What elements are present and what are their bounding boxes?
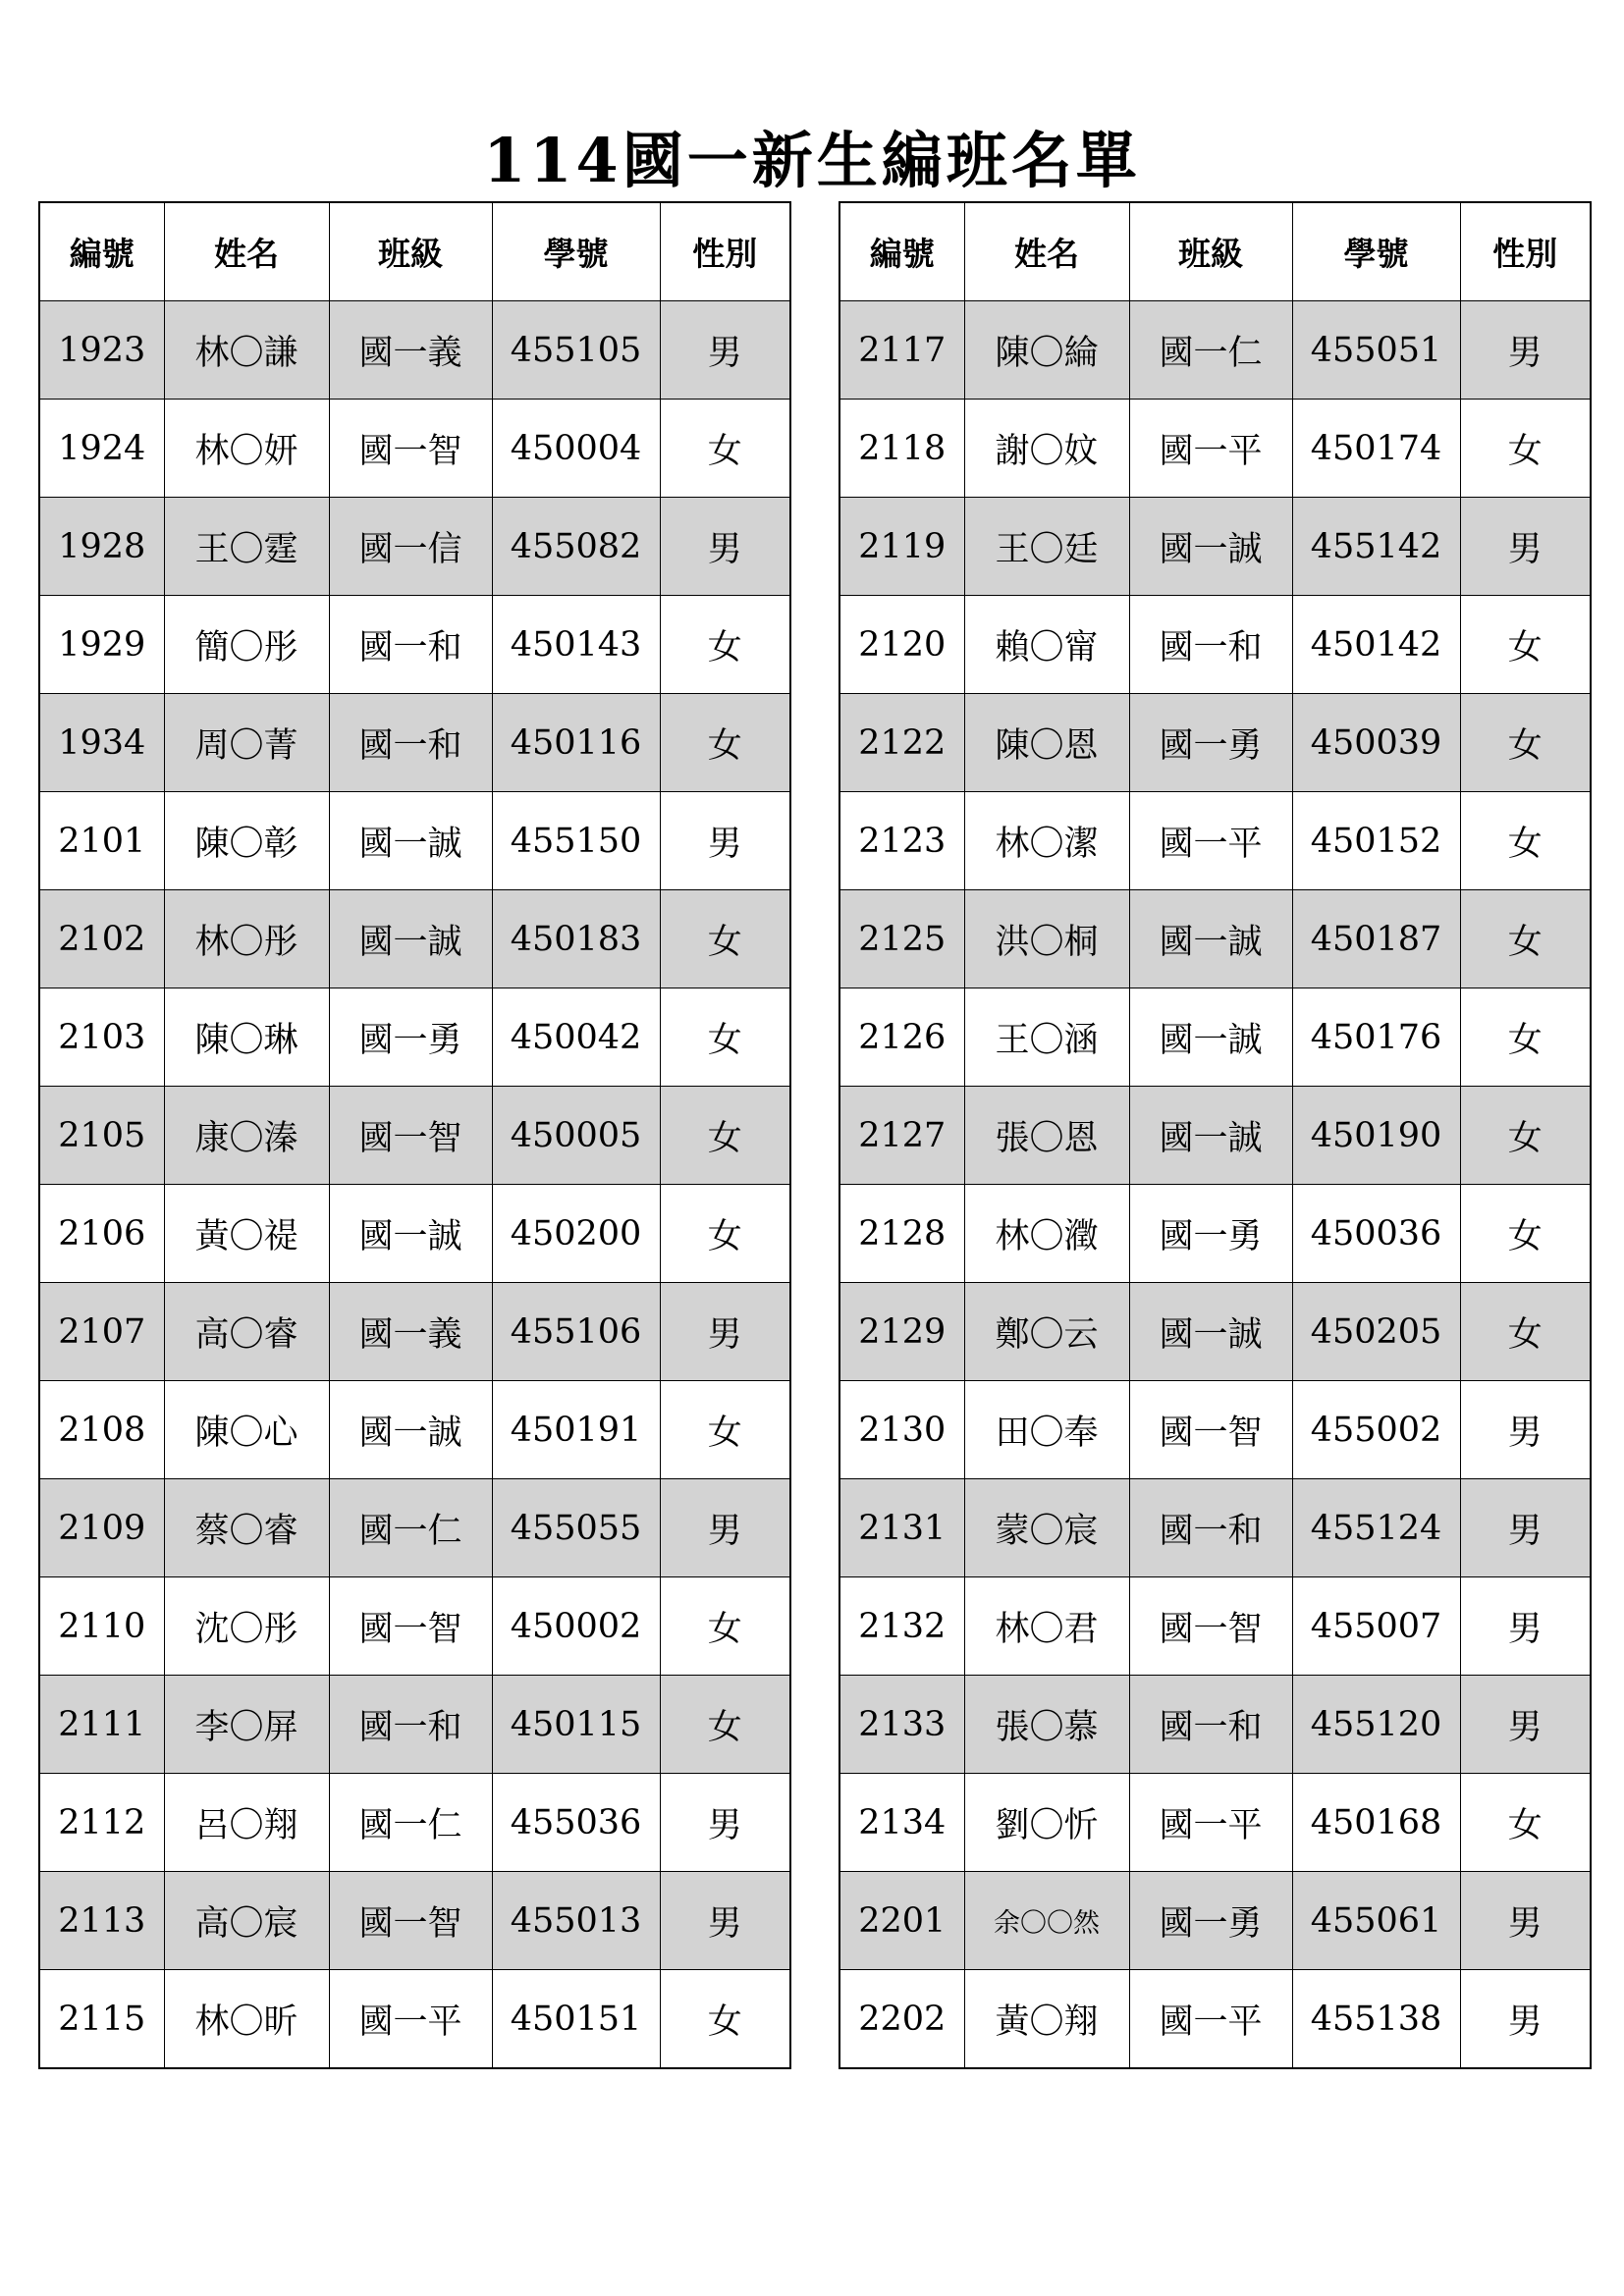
cell-student-id: 455036: [492, 1774, 660, 1872]
cell-name: 林〇瀓: [964, 1185, 1129, 1283]
cell-student-id: 455007: [1292, 1577, 1460, 1676]
cell-class: 國一和: [1129, 596, 1292, 694]
table-row: [39, 1676, 790, 1774]
cell-number: 1924: [39, 400, 164, 498]
cell-number: 2128: [839, 1185, 964, 1283]
cell-number: 2130: [839, 1381, 964, 1479]
table-row: [839, 694, 1591, 792]
cell-gender: 女: [660, 890, 790, 988]
table-row: [839, 301, 1591, 400]
cell-student-id: 450174: [1292, 400, 1460, 498]
cell-student-id: 450152: [1292, 792, 1460, 890]
cell-student-id: 450205: [1292, 1283, 1460, 1381]
column-header-class: 班級: [329, 202, 492, 301]
table-row: [839, 1774, 1591, 1872]
cell-name: 余〇〇然: [964, 1872, 1129, 1970]
cell-class: 國一智: [1129, 1577, 1292, 1676]
cell-gender: 女: [1460, 1283, 1591, 1381]
table-row: [839, 400, 1591, 498]
cell-gender: 女: [1460, 988, 1591, 1087]
table-row: [839, 890, 1591, 988]
cell-student-id: 455055: [492, 1479, 660, 1577]
cell-number: 1934: [39, 694, 164, 792]
cell-student-id: 450002: [492, 1577, 660, 1676]
cell-name: 黃〇翔: [964, 1970, 1129, 2069]
cell-class: 國一智: [329, 1872, 492, 1970]
cell-number: 2131: [839, 1479, 964, 1577]
cell-number: 2112: [39, 1774, 164, 1872]
cell-student-id: 455142: [1292, 498, 1460, 596]
cell-number: 2134: [839, 1774, 964, 1872]
cell-name: 呂〇翔: [164, 1774, 329, 1872]
cell-name: 王〇廷: [964, 498, 1129, 596]
cell-name: 高〇宸: [164, 1872, 329, 1970]
cell-student-id: 450187: [1292, 890, 1460, 988]
cell-name: 林〇昕: [164, 1970, 329, 2069]
cell-class: 國一仁: [329, 1479, 492, 1577]
cell-name: 林〇妍: [164, 400, 329, 498]
cell-gender: 女: [660, 400, 790, 498]
cell-number: 2106: [39, 1185, 164, 1283]
cell-number: 2117: [839, 301, 964, 400]
cell-class: 國一平: [329, 1970, 492, 2069]
cell-number: 2119: [839, 498, 964, 596]
cell-number: 2122: [839, 694, 964, 792]
cell-gender: 女: [1460, 1087, 1591, 1185]
cell-gender: 女: [660, 1185, 790, 1283]
cell-name: 李〇屏: [164, 1676, 329, 1774]
cell-gender: 男: [660, 1774, 790, 1872]
cell-gender: 男: [1460, 1577, 1591, 1676]
cell-gender: 女: [1460, 1774, 1591, 1872]
cell-class: 國一誠: [1129, 988, 1292, 1087]
cell-number: 2105: [39, 1087, 164, 1185]
cell-student-id: 455051: [1292, 301, 1460, 400]
header-row: [39, 202, 790, 301]
roster-body-left: [39, 301, 790, 2069]
table-row: [839, 1872, 1591, 1970]
cell-student-id: 450142: [1292, 596, 1460, 694]
cell-student-id: 450143: [492, 596, 660, 694]
cell-student-id: 450183: [492, 890, 660, 988]
cell-class: 國一和: [329, 596, 492, 694]
table-row: [39, 596, 790, 694]
cell-student-id: 455061: [1292, 1872, 1460, 1970]
cell-name: 王〇涵: [964, 988, 1129, 1087]
table-row: [39, 1185, 790, 1283]
cell-number: 2133: [839, 1676, 964, 1774]
cell-gender: 女: [660, 694, 790, 792]
cell-number: 2115: [39, 1970, 164, 2069]
cell-class: 國一平: [1129, 1970, 1292, 2069]
cell-student-id: 455106: [492, 1283, 660, 1381]
table-row: [39, 988, 790, 1087]
cell-number: 2129: [839, 1283, 964, 1381]
table-row: [839, 1087, 1591, 1185]
cell-name: 王〇霆: [164, 498, 329, 596]
cell-number: 2125: [839, 890, 964, 988]
cell-name: 賴〇甯: [964, 596, 1129, 694]
cell-student-id: 450115: [492, 1676, 660, 1774]
table-row: [39, 1479, 790, 1577]
cell-number: 1923: [39, 301, 164, 400]
cell-name: 鄭〇云: [964, 1283, 1129, 1381]
cell-class: 國一誠: [1129, 1087, 1292, 1185]
cell-gender: 女: [660, 1577, 790, 1676]
cell-name: 陳〇彰: [164, 792, 329, 890]
cell-class: 國一誠: [1129, 1283, 1292, 1381]
cell-gender: 女: [660, 1381, 790, 1479]
cell-class: 國一義: [329, 301, 492, 400]
cell-student-id: 450190: [1292, 1087, 1460, 1185]
cell-name: 張〇恩: [964, 1087, 1129, 1185]
cell-class: 國一誠: [1129, 498, 1292, 596]
cell-number: 2132: [839, 1577, 964, 1676]
column-header-class: 班級: [1129, 202, 1292, 301]
cell-class: 國一智: [329, 1087, 492, 1185]
cell-gender: 男: [1460, 1872, 1591, 1970]
table-row: [39, 694, 790, 792]
cell-student-id: 450200: [492, 1185, 660, 1283]
table-row: [39, 301, 790, 400]
cell-class: 國一誠: [329, 1381, 492, 1479]
column-header-name: 姓名: [164, 202, 329, 301]
table-row: [839, 988, 1591, 1087]
cell-number: 2110: [39, 1577, 164, 1676]
table-row: [839, 596, 1591, 694]
cell-student-id: 455013: [492, 1872, 660, 1970]
cell-name: 謝〇妏: [964, 400, 1129, 498]
column-header-student-id: 學號: [1292, 202, 1460, 301]
cell-number: 1929: [39, 596, 164, 694]
cell-name: 劉〇忻: [964, 1774, 1129, 1872]
cell-gender: 男: [1460, 1479, 1591, 1577]
cell-student-id: 455150: [492, 792, 660, 890]
cell-class: 國一和: [1129, 1479, 1292, 1577]
cell-class: 國一勇: [1129, 694, 1292, 792]
cell-student-id: 450151: [492, 1970, 660, 2069]
cell-gender: 男: [1460, 1381, 1591, 1479]
cell-number: 2103: [39, 988, 164, 1087]
cell-student-id: 450168: [1292, 1774, 1460, 1872]
cell-class: 國一智: [1129, 1381, 1292, 1479]
table-row: [839, 498, 1591, 596]
cell-number: 2127: [839, 1087, 964, 1185]
cell-gender: 男: [660, 498, 790, 596]
page-title: 114國一新生編班名單: [483, 125, 1141, 196]
cell-class: 國一智: [329, 1577, 492, 1676]
table-row: [39, 890, 790, 988]
cell-class: 國一信: [329, 498, 492, 596]
cell-name: 黃〇禔: [164, 1185, 329, 1283]
cell-class: 國一和: [329, 1676, 492, 1774]
cell-student-id: 450191: [492, 1381, 660, 1479]
roster-body-right: [839, 301, 1591, 2069]
cell-gender: 男: [1460, 1676, 1591, 1774]
cell-name: 林〇彤: [164, 890, 329, 988]
roster-table-right: [839, 201, 1592, 2069]
table-row: [839, 1185, 1591, 1283]
table-row: [39, 1872, 790, 1970]
cell-number: 2109: [39, 1479, 164, 1577]
cell-number: 2123: [839, 792, 964, 890]
header-row: [839, 202, 1591, 301]
cell-class: 國一智: [329, 400, 492, 498]
cell-student-id: 455002: [1292, 1381, 1460, 1479]
cell-number: 2107: [39, 1283, 164, 1381]
cell-name: 陳〇恩: [964, 694, 1129, 792]
table-row: [839, 1479, 1591, 1577]
column-header-student-id: 學號: [492, 202, 660, 301]
cell-student-id: 455082: [492, 498, 660, 596]
column-header-gender: 性別: [1460, 202, 1591, 301]
cell-gender: 女: [660, 596, 790, 694]
table-row: [39, 1577, 790, 1676]
table-row: [39, 498, 790, 596]
cell-name: 簡〇彤: [164, 596, 329, 694]
cell-gender: 女: [660, 1676, 790, 1774]
cell-number: 2108: [39, 1381, 164, 1479]
cell-gender: 男: [1460, 301, 1591, 400]
cell-name: 陳〇琳: [164, 988, 329, 1087]
cell-class: 國一勇: [1129, 1872, 1292, 1970]
cell-name: 高〇睿: [164, 1283, 329, 1381]
table-row: [39, 792, 790, 890]
cell-class: 國一和: [329, 694, 492, 792]
cell-gender: 男: [1460, 498, 1591, 596]
cell-student-id: 450042: [492, 988, 660, 1087]
cell-student-id: 450116: [492, 694, 660, 792]
cell-student-id: 450176: [1292, 988, 1460, 1087]
table-row: [839, 1381, 1591, 1479]
cell-name: 洪〇桐: [964, 890, 1129, 988]
cell-class: 國一誠: [329, 1185, 492, 1283]
cell-name: 陳〇綸: [964, 301, 1129, 400]
cell-class: 國一誠: [329, 792, 492, 890]
cell-gender: 女: [1460, 400, 1591, 498]
cell-name: 陳〇心: [164, 1381, 329, 1479]
cell-gender: 男: [660, 1283, 790, 1381]
cell-number: 1928: [39, 498, 164, 596]
cell-number: 2201: [839, 1872, 964, 1970]
cell-gender: 男: [660, 301, 790, 400]
cell-gender: 女: [1460, 694, 1591, 792]
cell-class: 國一勇: [1129, 1185, 1292, 1283]
cell-class: 國一和: [1129, 1676, 1292, 1774]
cell-name: 林〇潔: [964, 792, 1129, 890]
cell-student-id: 450036: [1292, 1185, 1460, 1283]
cell-student-id: 455124: [1292, 1479, 1460, 1577]
cell-number: 2113: [39, 1872, 164, 1970]
cell-class: 國一仁: [1129, 301, 1292, 400]
cell-number: 2101: [39, 792, 164, 890]
cell-student-id: 450004: [492, 400, 660, 498]
cell-student-id: 450039: [1292, 694, 1460, 792]
cell-number: 2102: [39, 890, 164, 988]
cell-gender: 女: [660, 988, 790, 1087]
column-header-number: 編號: [39, 202, 164, 301]
cell-number: 2118: [839, 400, 964, 498]
table-row: [39, 1087, 790, 1185]
cell-gender: 男: [1460, 1970, 1591, 2069]
cell-class: 國一仁: [329, 1774, 492, 1872]
column-header-name: 姓名: [964, 202, 1129, 301]
column-header-number: 編號: [839, 202, 964, 301]
table-row: [39, 1381, 790, 1479]
cell-student-id: 455105: [492, 301, 660, 400]
cell-class: 國一誠: [329, 890, 492, 988]
cell-class: 國一平: [1129, 792, 1292, 890]
cell-number: 2202: [839, 1970, 964, 2069]
cell-student-id: 455138: [1292, 1970, 1460, 2069]
cell-gender: 男: [660, 1479, 790, 1577]
cell-name: 張〇慕: [964, 1676, 1129, 1774]
table-row: [839, 792, 1591, 890]
cell-name: 蔡〇睿: [164, 1479, 329, 1577]
table-row: [39, 400, 790, 498]
roster-table-left: [38, 201, 791, 2069]
table-row: [839, 1577, 1591, 1676]
cell-name: 林〇謙: [164, 301, 329, 400]
table-row: [839, 1970, 1591, 2069]
cell-gender: 女: [660, 1970, 790, 2069]
table-row: [839, 1676, 1591, 1774]
cell-gender: 男: [660, 1872, 790, 1970]
cell-class: 國一誠: [1129, 890, 1292, 988]
cell-class: 國一義: [329, 1283, 492, 1381]
cell-student-id: 455120: [1292, 1676, 1460, 1774]
cell-number: 2126: [839, 988, 964, 1087]
column-header-gender: 性別: [660, 202, 790, 301]
cell-gender: 女: [1460, 596, 1591, 694]
cell-number: 2120: [839, 596, 964, 694]
cell-name: 林〇君: [964, 1577, 1129, 1676]
cell-gender: 女: [660, 1087, 790, 1185]
table-row: [839, 1283, 1591, 1381]
table-row: [39, 1970, 790, 2069]
cell-name: 康〇溱: [164, 1087, 329, 1185]
table-row: [39, 1774, 790, 1872]
cell-gender: 女: [1460, 792, 1591, 890]
cell-number: 2111: [39, 1676, 164, 1774]
cell-name: 周〇菁: [164, 694, 329, 792]
cell-class: 國一平: [1129, 400, 1292, 498]
table-row: [39, 1283, 790, 1381]
cell-gender: 男: [660, 792, 790, 890]
cell-class: 國一平: [1129, 1774, 1292, 1872]
cell-name: 蒙〇宸: [964, 1479, 1129, 1577]
cell-gender: 女: [1460, 1185, 1591, 1283]
cell-name: 沈〇彤: [164, 1577, 329, 1676]
cell-name: 田〇奉: [964, 1381, 1129, 1479]
cell-student-id: 450005: [492, 1087, 660, 1185]
cell-class: 國一勇: [329, 988, 492, 1087]
cell-gender: 女: [1460, 890, 1591, 988]
